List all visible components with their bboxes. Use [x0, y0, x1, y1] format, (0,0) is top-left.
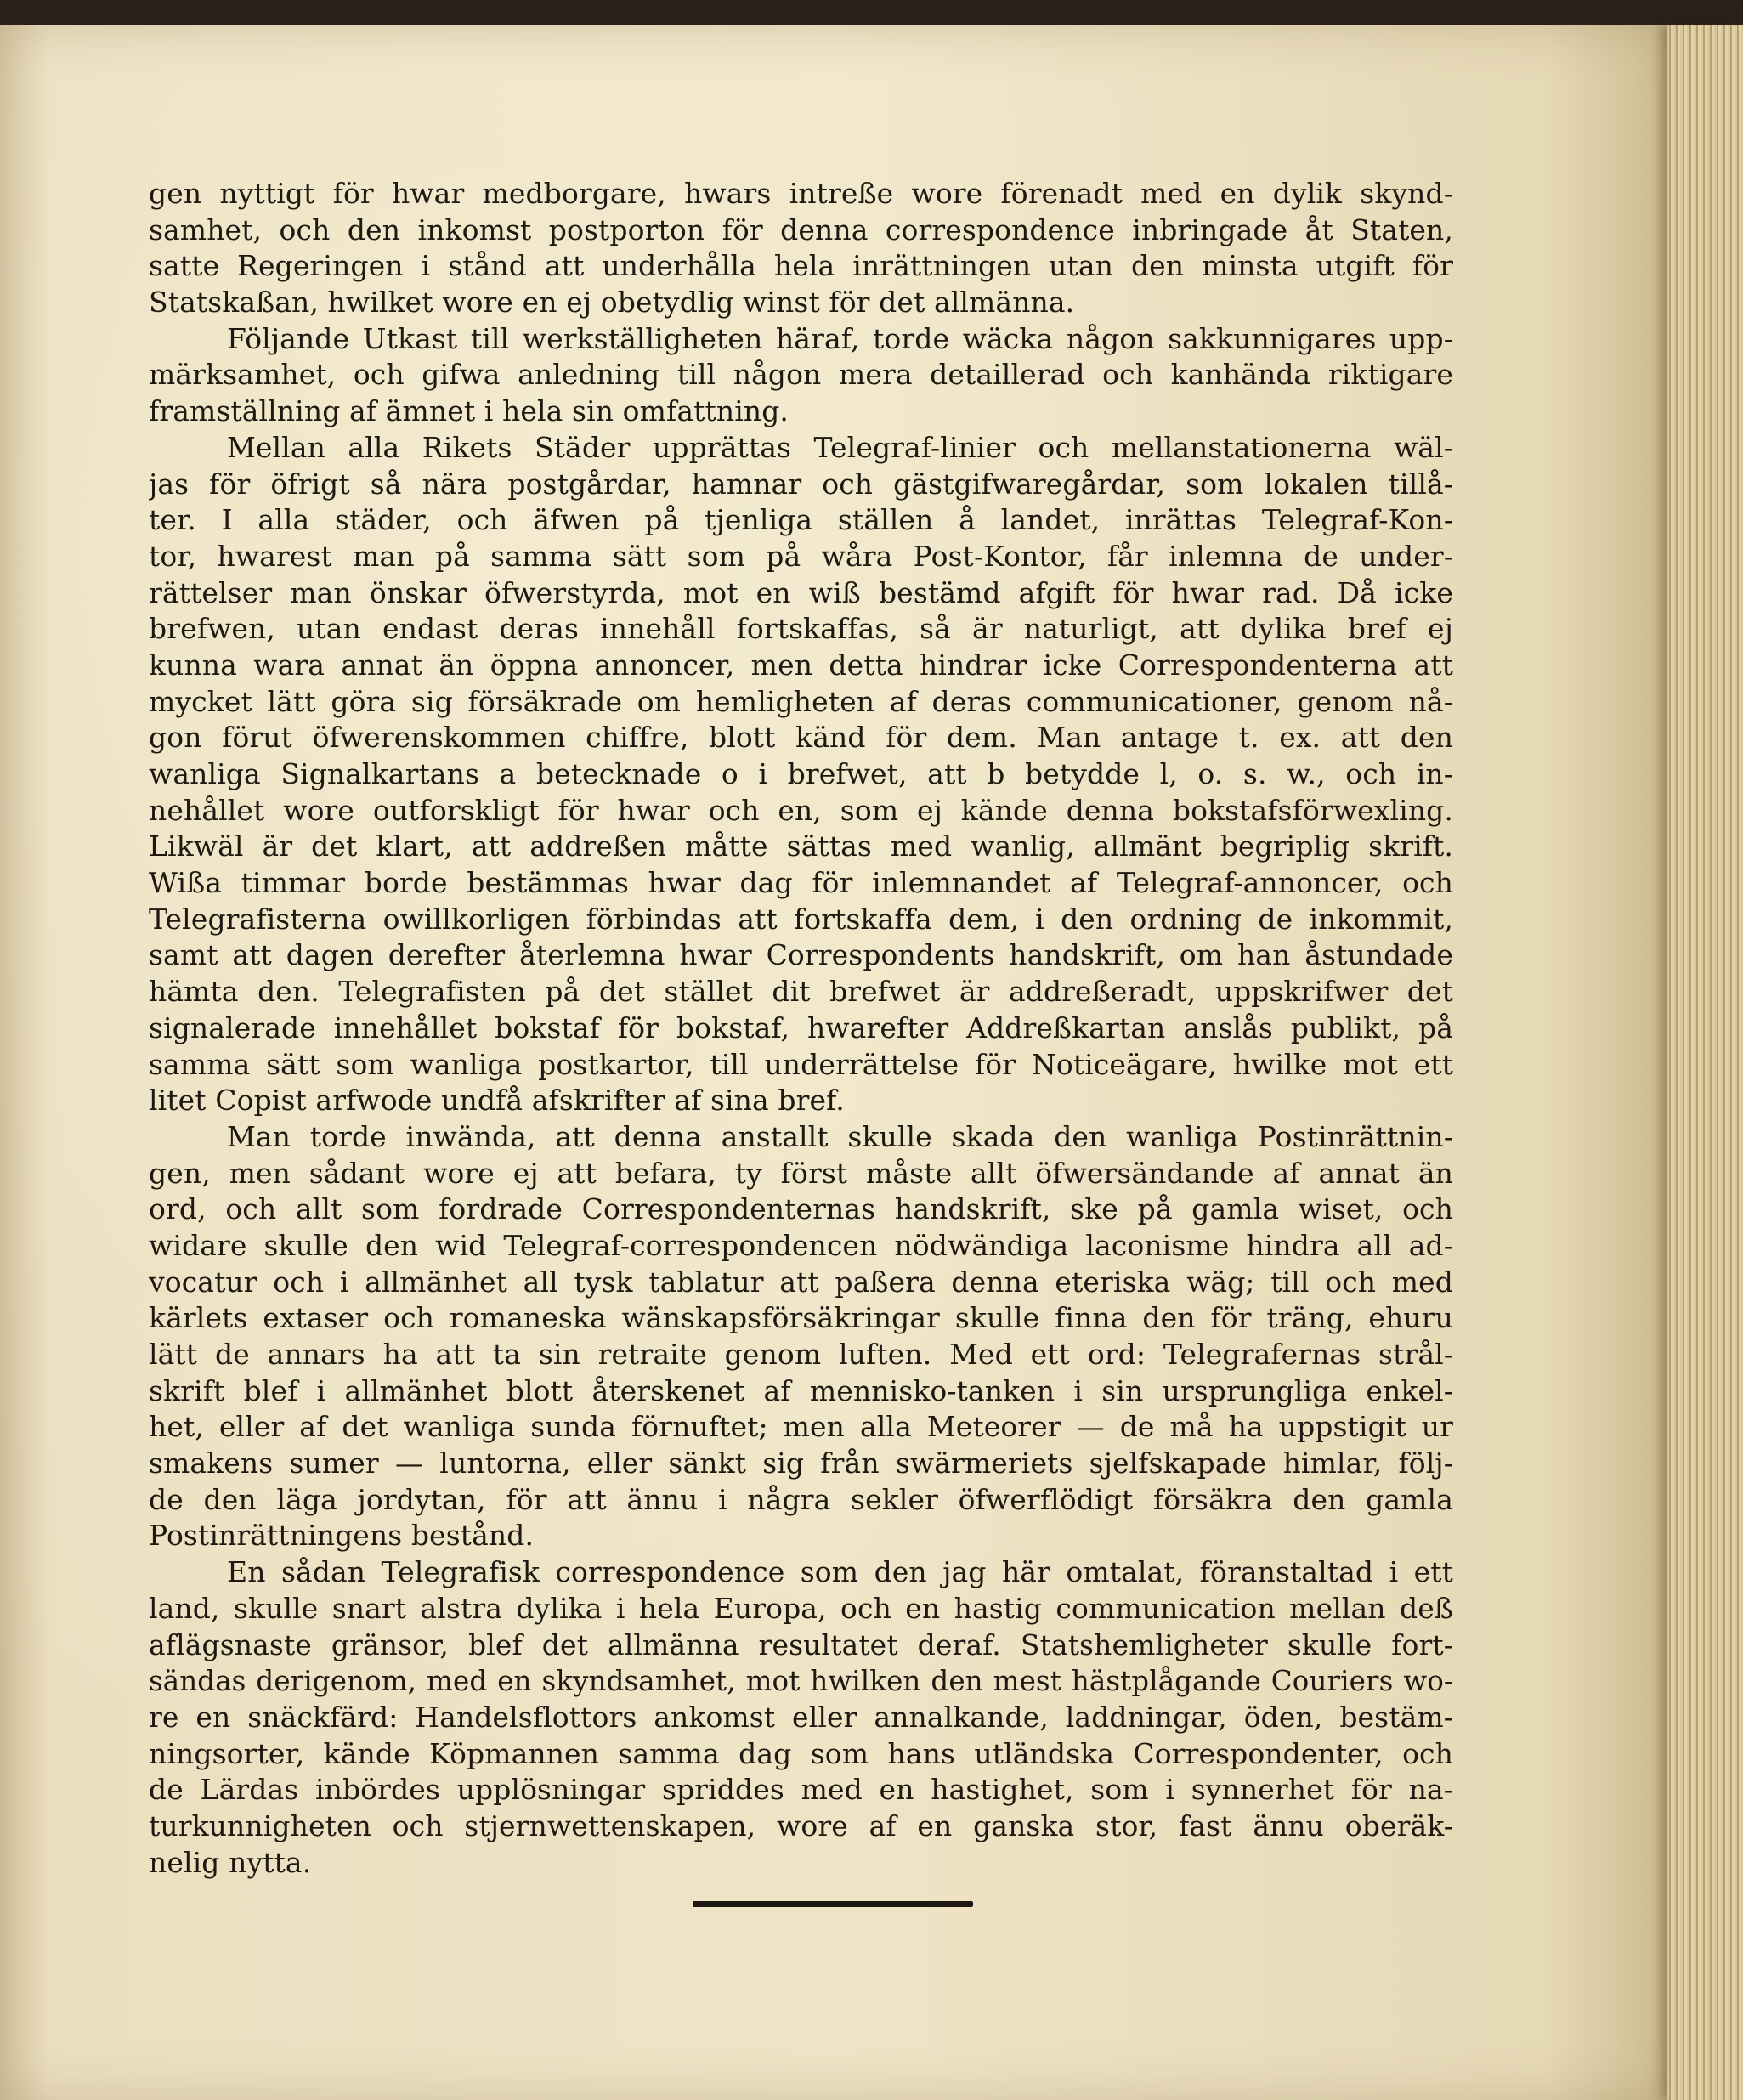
text-line: vocatur och i allmänhet all tysk tablatur att paßera denna eteriska wäg; till och med: [149, 1265, 1453, 1299]
text-line: hämta den. Telegrafisten på det stället dit brefwet är addreßeradt, uppskrifwer det: [149, 975, 1453, 1009]
text-line: nehållet wore outforskligt för hwar och en, som ej kände denna bokstafsförwexling.: [149, 793, 1453, 827]
text-line: ord, och allt som fordrade Correspondenternas handskrift, ske på gamla wiset, och: [149, 1192, 1453, 1226]
text-line: Wißa timmar borde bestämmas hwar dag för inlemnandet af Telegraf-annoncer, och: [149, 866, 1453, 900]
page-edges: [1667, 25, 1743, 2100]
text-line: de den läga jordytan, för att ännu i några sekler öfwerflödigt försäkra den gamla: [149, 1482, 1453, 1516]
end-rule: [693, 1901, 973, 1907]
text-line: samhet, och den inkomst postporton för denna correspondence inbringade åt Staten,: [149, 212, 1453, 246]
text-line: Mellan alla Rikets Städer upprättas Telegraf-linier och mellanstationerna wäl-: [227, 430, 1453, 464]
text-line: signalerade innehållet bokstaf för bokstaf, hwarefter Addreßkartan anslås publikt, på: [149, 1010, 1453, 1044]
text-line: En sådan Telegrafisk correspondence som den jag här omtalat, föranstaltad i ett: [227, 1555, 1453, 1589]
text-line: Telegrafisterna owillkorligen förbindas att fortskaffa dem, i den ordning de inkommit,: [149, 902, 1453, 936]
text-line: gon förut öfwerenskommen chiffre, blott känd för dem. Man antage t. ex. att den: [149, 721, 1453, 755]
text-line: ningsorter, kände Köpmannen samma dag som hans utländska Correspondenter, och: [149, 1736, 1453, 1770]
text-line: land, skulle snart alstra dylika i hela Europa, och en hastig communication mellan deß: [149, 1591, 1453, 1625]
text-line: gen nyttigt för hwar medborgare, hwars intreße wore förenadt med en dylik skynd-: [149, 177, 1453, 210]
text-line: lätt de annars ha att ta sin retraite genom luften. Med ett ord: Telegrafernas strål-: [149, 1338, 1453, 1371]
text-line: Man torde inwända, att denna anstallt skulle skada den wanliga Postinrättnin-: [227, 1119, 1453, 1153]
text-line: skrift blef i allmänhet blott återskenet af mennisko-tanken i sin ursprungliga enkel-: [149, 1373, 1453, 1407]
text-line: tor, hwarest man på samma sätt som på wåra Post-Kontor, får inlemna de under-: [149, 539, 1453, 573]
text-line: kärlets extaser och romaneska wänskapsförsäkringar skulle finna den för träng, ehuru: [149, 1301, 1453, 1335]
text-line: samma sätt som wanliga postkartor, till underrättelse för Noticeägare, hwilke mot ett: [149, 1047, 1453, 1081]
text-line: Följande Utkast till werkställigheten häraf, torde wäcka någon sakkunnigares upp-: [227, 321, 1453, 355]
text-line: turkunnigheten och stjernwettenskapen, wore af en ganska stor, fast ännu oberäk-: [149, 1808, 1453, 1842]
text-line: widare skulle den wid Telegraf-correspondencen nödwändiga laconisme hindra all ad-: [149, 1228, 1453, 1262]
text-line: de Lärdas inbördes upplösningar spriddes med en hastighet, som i synnerhet för na-: [149, 1773, 1453, 1807]
text-line: Statskaßan, hwilket wore en ej obetydlig winst för det allmänna.: [149, 286, 1075, 320]
text-line: smakens sumer — luntorna, eller sänkt sig från swärmeriets sjelfskapade himlar, följ-: [149, 1446, 1453, 1480]
text-line: het, eller af det wanliga sunda förnuftet; men alla Meteorer — de må ha uppstigit ur: [149, 1410, 1453, 1444]
text-line: ter. I alla städer, och äfwen på tjenliga ställen å landet, inrättas Telegraf-Kon-: [149, 503, 1453, 537]
text-line: Likwäl är det klart, att addreßen måtte sättas med wanlig, allmänt begriplig skrift.: [149, 829, 1453, 863]
text-line: brefwen, utan endast deras innehåll fortskaffas, så är naturligt, att dylika bref ej: [149, 612, 1453, 646]
text-line: satte Regeringen i stånd att underhålla hela inrättningen utan den minsta utgift för: [149, 249, 1453, 283]
text-line: samt att dagen derefter återlemna hwar Correspondents handskrift, om han åstundade: [149, 938, 1453, 972]
text-line: sändas derigenom, med en skyndsamhet, mot hwilken den mest hästplågande Couriers wo-: [149, 1665, 1453, 1698]
text-line: kunna wara annat än öppna annoncer, men detta hindrar icke Correspondenterna att: [149, 648, 1453, 682]
text-line: litet Copist arfwode undfå afskrifter af sina bref.: [149, 1084, 845, 1118]
text-line: re en snäckfärd: Handelsflottors ankomst eller annalkande, laddningar, öden, bestäm-: [149, 1700, 1453, 1734]
text-line: Postinrättningens bestånd.: [149, 1519, 535, 1553]
text-line: jas för öfrigt så nära postgårdar, hamnar och gästgifwaregårdar, som lokalen tillå-: [149, 467, 1453, 501]
text-line: mycket lätt göra sig försäkrade om hemligheten af deras communicationer, genom nå-: [149, 684, 1453, 718]
text-line: rättelser man önskar öfwerstyrda, mot en wiß bestämd afgift för hwar rad. Då icke: [149, 575, 1453, 609]
text-line: wanliga Signalkartans a betecknade o i brefwet, att b betydde l, o. s. w., och in-: [149, 757, 1453, 790]
text-line: nelig nytta.: [149, 1845, 312, 1879]
body-text: [149, 176, 1453, 1881]
text-line: gen, men sådant wore ej att befara, ty först måste allt öfwersändande af annat än: [149, 1156, 1453, 1190]
text-line: märksamhet, och gifwa anledning till någon mera detaillerad och kanhända riktigare: [149, 358, 1453, 392]
text-line: framställning af ämnet i hela sin omfattning.: [149, 394, 789, 428]
text-line: aflägsnaste gränsor, blef det allmänna resultatet deraf. Statshemligheter skulle fort-: [149, 1627, 1453, 1661]
